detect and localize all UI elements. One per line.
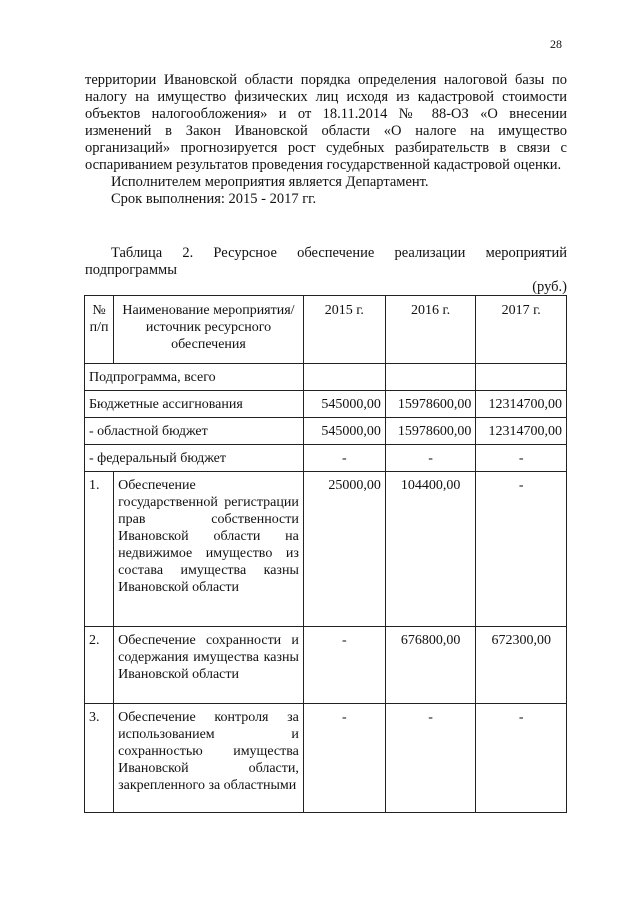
table-caption: Таблица 2. Ресурсное обеспечение реализации мероприятий подпрограммы [85, 245, 567, 278]
row-label: Бюджетные ассигнования [85, 391, 304, 418]
table-row [85, 704, 567, 813]
table-row [85, 364, 567, 391]
cell-2017: - [476, 472, 567, 627]
item-num: 1. [85, 472, 114, 627]
header-name: Наименование мероприятия/источник ресурсного обеспечения [114, 296, 304, 364]
paragraph-1: территории Ивановской области порядка определения налоговой базы по налогу на имущество физических лиц исходя из кадастровой стоимости объектов налогообложения» и от 18.11.2014 № 88-ОЗ «О внесении изменений в Закон Ивановской области «О налоге на имущество организаций» прогнозируется рост судебных разбирательств в связи с оспариванием результатов проведения государственной кадастровой оценки. [85, 72, 567, 173]
row-label: - областной бюджет [85, 418, 304, 445]
cell-2017: 12314700,00 [476, 418, 567, 445]
cell-2015 [303, 364, 385, 391]
header-num: № п/п [85, 296, 114, 364]
cell-2017: - [476, 704, 567, 813]
cell-2015: 545000,00 [303, 418, 385, 445]
paragraph-2: Исполнителем мероприятия является Департамент. [111, 174, 429, 190]
item-name: Обеспечение сохранности и содержания имущества казны Ивановской области [114, 627, 304, 704]
table-row [85, 627, 567, 704]
page-number: 28 [550, 37, 562, 51]
cell-2016: 104400,00 [385, 472, 476, 627]
body-text [85, 72, 567, 208]
cell-2017: 12314700,00 [476, 391, 567, 418]
cell-2015: - [303, 704, 385, 813]
cell-2017: 672300,00 [476, 627, 567, 704]
table-row [85, 418, 567, 445]
row-label: Подпрограмма, всего [85, 364, 304, 391]
header-2017: 2017 г. [476, 296, 567, 364]
item-num: 3. [85, 704, 114, 813]
cell-2017 [476, 364, 567, 391]
cell-2016: 676800,00 [385, 627, 476, 704]
paragraph-3: Срок выполнения: 2015 - 2017 гг. [111, 191, 317, 207]
table-row [85, 472, 567, 627]
table-row [85, 391, 567, 418]
table-header-row [85, 296, 567, 364]
cell-2015: 545000,00 [303, 391, 385, 418]
cell-2016: 15978600,00 [385, 418, 476, 445]
cell-2016 [385, 364, 476, 391]
item-name: Обеспечение контроля за использованием и сохранностью имущества Ивановской области, закрепленного за областными [114, 704, 304, 813]
header-2015: 2015 г. [303, 296, 385, 364]
cell-2017: - [476, 445, 567, 472]
cell-2016: - [385, 445, 476, 472]
cell-2016: 15978600,00 [385, 391, 476, 418]
resource-table [84, 295, 567, 813]
cell-2015: - [303, 445, 385, 472]
header-2016: 2016 г. [385, 296, 476, 364]
cell-2015: - [303, 627, 385, 704]
cell-2016: - [385, 704, 476, 813]
item-num: 2. [85, 627, 114, 704]
row-label: - федеральный бюджет [85, 445, 304, 472]
table-row [85, 445, 567, 472]
item-name: Обеспечение государственной регистрации прав собственности Ивановской области на недвижимое имущество из состава имущества казны Ивановской области [114, 472, 304, 627]
currency-unit: (руб.) [532, 279, 567, 295]
cell-2015: 25000,00 [303, 472, 385, 627]
